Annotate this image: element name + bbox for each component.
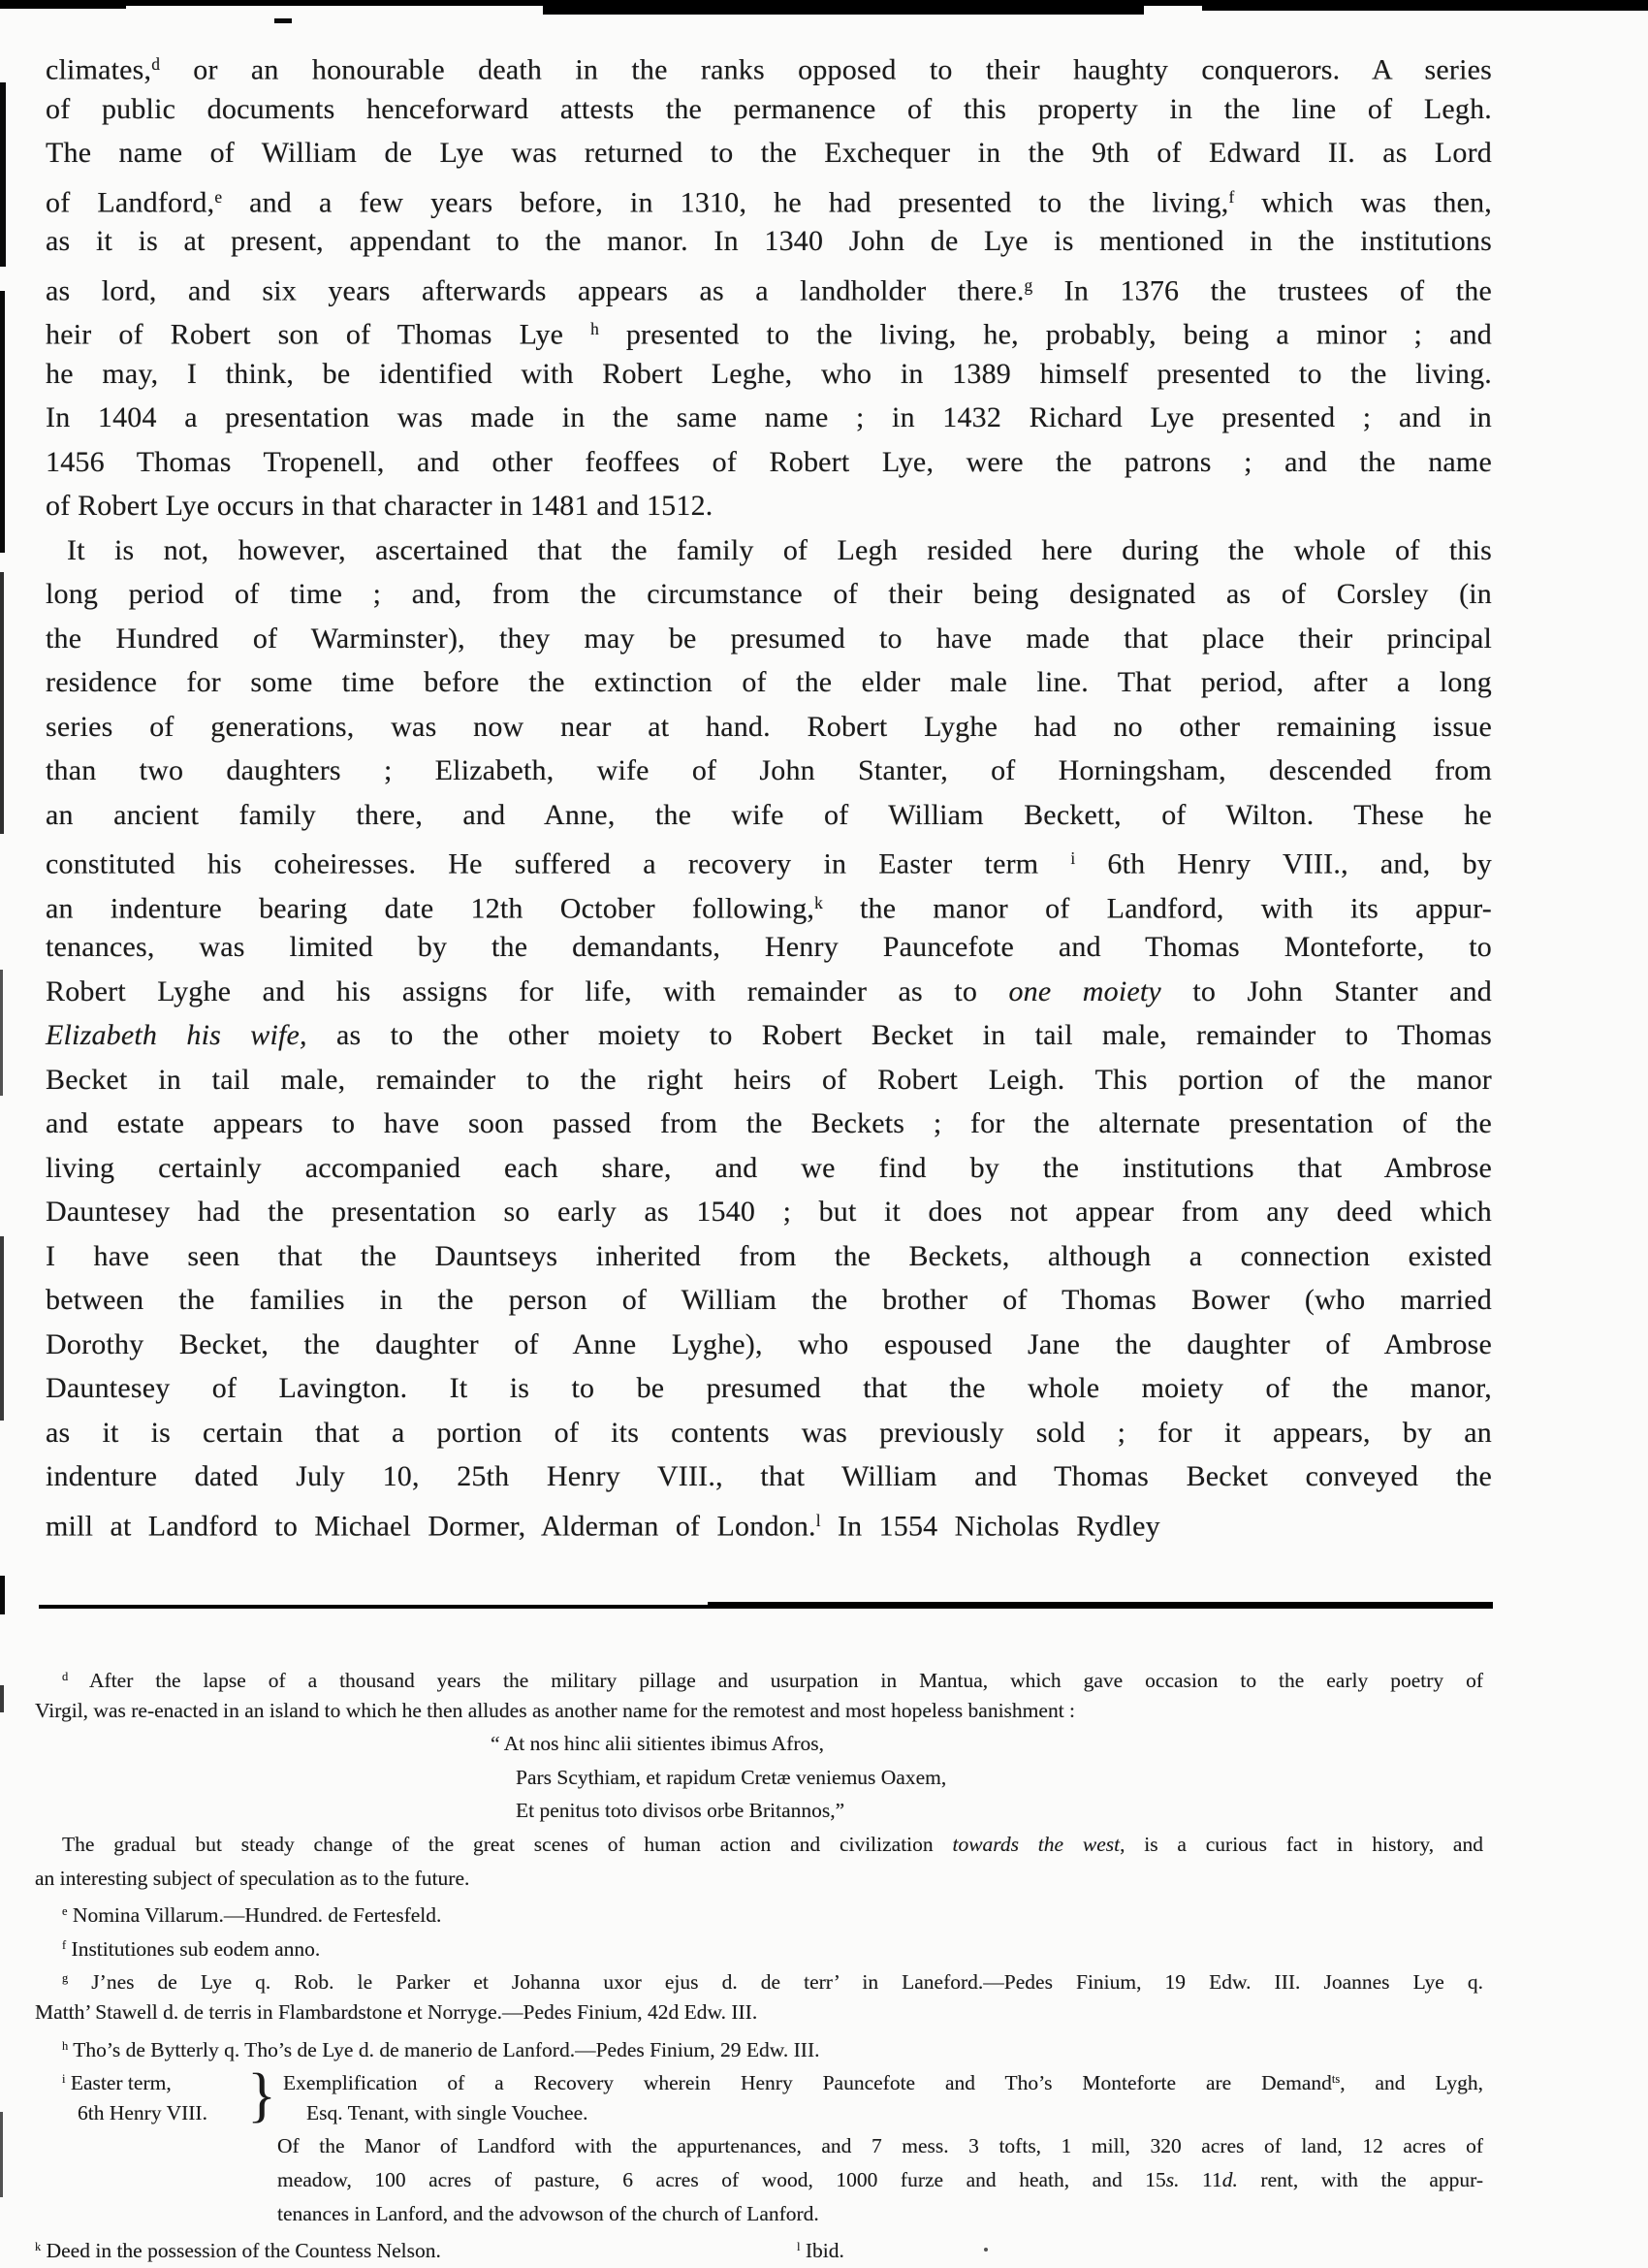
- text-segment: 1456 Thomas Tropenell, and other feoffees of Robert Lye, were the patrons ; and the name: [46, 445, 1492, 478]
- body-line: [46, 219, 1492, 264]
- text-segment: I have seen that the Dauntseys inherited from the Beckets, although a connection existed: [46, 1239, 1492, 1272]
- scan-left-edge-mark: [0, 1236, 4, 1421]
- scan-left-edge-mark: [0, 1685, 4, 1712]
- body-line: [46, 1058, 1492, 1102]
- superscript-ref: h: [62, 2038, 69, 2053]
- text-segment: Of the Manor of Landford with the appurtenances, and 7 mess. 3 tofts, 1 mill, 320 acres of land, 12 acres of: [277, 2134, 1483, 2158]
- text-segment: the Hundred of Warminster), they may be presumed to have made that place their principal: [46, 622, 1492, 655]
- footnote-line: [491, 1727, 1483, 1761]
- text-segment: the manor of Landford, with its appur-: [822, 892, 1492, 925]
- body-line: [46, 87, 1492, 132]
- footnote-line: [35, 1996, 1483, 2029]
- scan-top-bar-segment: [543, 0, 1144, 15]
- text-segment: an interesting subject of speculation as to the future.: [35, 1866, 470, 1890]
- superscript-ref: ts: [1331, 2072, 1341, 2087]
- superscript-ref: e: [62, 1904, 68, 1919]
- text-segment: After the lapse of a thousand years the military pillage and usurpation in Mantua, which gave occasion to the early poetry of: [68, 1668, 1483, 1692]
- footnote-line: [35, 2096, 240, 2130]
- text-segment: 6th Henry VIII., and, by: [1075, 847, 1492, 880]
- italic-segment: towards the west: [952, 1832, 1121, 1856]
- text-segment: mill at Landford to Michael Dormer, Alderman of London.: [46, 1510, 816, 1543]
- text-segment: constituted his coheiresses. He suffered a recovery in Easter term: [46, 847, 1071, 880]
- text-segment: In 1404 a presentation was made in the same name ; in 1432 Richard Lye presented ; and in: [46, 401, 1492, 433]
- footnote-brace-row: [35, 2062, 1483, 2129]
- footnote-line: [35, 1962, 1483, 1996]
- superscript-ref: h: [590, 319, 599, 338]
- text-segment: It is not, however, ascertained that the family of Legh resided here during the whole of this: [67, 533, 1492, 566]
- text-segment: Exemplification of a Recovery wherein Henry Pauncefote and Tho’s Monteforte are Demand: [283, 2070, 1332, 2094]
- body-line: [46, 43, 1492, 87]
- footnote-line: [35, 1694, 1483, 1728]
- text-segment: Matth’ Stawell d. de terris in Flambardstone et Norryge.—Pedes Finium, 42d Edw. III.: [35, 1999, 758, 2024]
- text-segment: and estate appears to have soon passed from the Beckets ; for the alternate presentation of the: [46, 1107, 1492, 1139]
- footnote-rule-thick-segment: [708, 1602, 1493, 1609]
- superscript-ref: i: [62, 2072, 66, 2087]
- text-segment: In 1554 Nicholas Rydley: [820, 1510, 1160, 1543]
- italic-segment: Elizabeth his wife,: [46, 1019, 307, 1051]
- body-line: [46, 970, 1492, 1014]
- text-segment: as it is at present, appendant to the manor. In 1340 John de Lye is mentioned in the institutions: [46, 225, 1492, 257]
- body-line: [46, 1146, 1492, 1191]
- body-line: [46, 705, 1492, 750]
- superscript-ref: i: [1070, 848, 1076, 868]
- scan-left-edge-mark: [0, 2112, 3, 2197]
- footnote-line: [277, 2163, 1483, 2197]
- text-segment: Pars Scythiam, et rapidum Cretæ veniemus Oaxem,: [516, 1765, 947, 1789]
- text-segment: Tho’s de Bytterly q. Tho’s de Lye d. de manerio de Lanford.—Pedes Finium, 29 Edw. III.: [68, 2037, 820, 2061]
- text-segment: residence for some time before the extinction of the elder male line. That period, after a long: [46, 666, 1492, 698]
- text-segment: indenture dated July 10, 25th Henry VIII., that William and Thomas Becket conveyed the: [46, 1460, 1492, 1492]
- body-line: [46, 307, 1492, 352]
- text-segment: between the families in the person of William the brother of Thomas Bower (who married: [46, 1284, 1492, 1316]
- body-line: [46, 484, 1492, 528]
- text-segment: an indenture bearing date 12th October following,: [46, 892, 815, 925]
- text-segment: of public documents henceforward attests the permanence of this property in the line of Legh.: [46, 92, 1492, 125]
- text-segment: rent, with the appur-: [1237, 2167, 1483, 2191]
- footnote-line: [35, 2062, 240, 2096]
- text-segment: Dorothy Becket, the daughter of Anne Lyghe), who espoused Jane the daughter of Ambrose: [46, 1327, 1492, 1360]
- body-line: [46, 881, 1492, 926]
- body-line: [46, 925, 1492, 970]
- text-segment: meadow, 100 acres of pasture, 6 acres of wood, 1000 furze and heath, and 15: [277, 2167, 1166, 2191]
- text-segment: J’nes de Lye q. Rob. le Parker et Johanna uxor ejus d. de terr’ in Laneford.—Pedes Finium, 19 Edw. III. Joannes Lye q.: [68, 1970, 1483, 1995]
- text-segment: or an honourable death in the ranks opposed to their haughty conquerors. A series: [159, 53, 1492, 86]
- body-line: [46, 1190, 1492, 1234]
- footnote-line: [35, 1660, 1483, 1694]
- text-segment: Nomina Villarum.—Hundred. de Fertesfeld.: [67, 1903, 442, 1927]
- body-line: [46, 837, 1492, 881]
- text-segment: as lord, and six years afterwards appears as a landholder there.: [46, 274, 1025, 307]
- body-line: [46, 264, 1492, 308]
- superscript-ref: f: [1228, 186, 1235, 207]
- body-paragraph: [46, 528, 1492, 1544]
- footnote-line: [516, 1761, 1483, 1795]
- text-segment: Deed in the possession of the Countess Nelson.: [41, 2238, 441, 2262]
- text-segment: than two daughters ; Elizabeth, wife of John Stanter, of Horningsham, descended from: [46, 754, 1492, 786]
- text-segment: as it is certain that a portion of its contents was previously sold ; for it appears, by an: [46, 1416, 1492, 1449]
- body-line: [46, 572, 1492, 617]
- scan-left-edge-mark: [0, 82, 6, 267]
- body-line: [46, 1323, 1492, 1367]
- body-line: [46, 1366, 1492, 1411]
- scan-left-edge-mark: [0, 572, 4, 834]
- body-line: [46, 1454, 1492, 1499]
- superscript-ref: g: [62, 1971, 69, 1986]
- footnote-brace-text: [283, 2062, 1483, 2129]
- scan-left-edge-mark: [0, 1576, 5, 1614]
- text-segment: , and Lygh,: [1340, 2070, 1483, 2094]
- text-segment: Institutiones sub eodem anno.: [66, 1936, 321, 1961]
- body-line: [46, 440, 1492, 485]
- footnote-line: [283, 2096, 1483, 2130]
- superscript-ref: f: [62, 1937, 67, 1952]
- text-segment: , is a curious fact in history, and: [1120, 1832, 1483, 1856]
- text-segment: he may, I think, be identified with Robert Leghe, who in 1389 himself presented to the living.: [46, 357, 1492, 390]
- italic-segment: d.: [1221, 2167, 1238, 2191]
- superscript-ref: g: [1024, 274, 1033, 295]
- body-line: [46, 1234, 1492, 1279]
- text-segment: tenances in Lanford, and the advowson of the church of Lanford.: [277, 2201, 819, 2225]
- text-segment: Virgil, was re-enacted in an island to which he then alludes as another name for the remotest and most hopeless banishment :: [35, 1698, 1076, 1722]
- body-line: [46, 131, 1492, 176]
- superscript-ref: l: [815, 1510, 821, 1530]
- body-line: [46, 1411, 1492, 1455]
- footnote-line: [35, 1929, 1483, 1963]
- text-segment: In 1376 the trustees of the: [1032, 274, 1492, 307]
- italic-segment: one moiety: [1008, 974, 1161, 1007]
- text-segment: to John Stanter and: [1160, 974, 1492, 1007]
- text-segment: which was then,: [1234, 186, 1492, 219]
- body-line: [46, 793, 1492, 838]
- body-line: [46, 528, 1492, 573]
- superscript-ref: e: [214, 186, 223, 207]
- footnote-ibid: [797, 2230, 844, 2267]
- body-line: [46, 617, 1492, 661]
- page-body-text: [46, 43, 1492, 1543]
- footnote-line: [35, 1828, 1483, 1862]
- footnote-line: [35, 2230, 1483, 2264]
- scan-top-bar-segment: [1202, 0, 1648, 11]
- italic-segment: s.: [1165, 2167, 1180, 2191]
- body-line: [46, 352, 1492, 397]
- text-segment: climates,: [46, 53, 152, 86]
- footnote-line: [277, 2129, 1483, 2163]
- text-segment: Et penitus toto divisos orbe Britannos,”: [516, 1799, 845, 1823]
- body-line: [46, 396, 1492, 440]
- text-segment: 11: [1179, 2167, 1222, 2191]
- text-segment: long period of time ; and, from the circumstance of their being designated as of Corsley (in: [46, 578, 1492, 610]
- superscript-ref: k: [35, 2240, 42, 2254]
- text-segment: series of generations, was now near at hand. Robert Lyghe had no other remaining issue: [46, 710, 1492, 743]
- body-paragraph: [46, 43, 1492, 528]
- text-segment: an ancient family there, and Anne, the wife of William Beckett, of Wilton. These he: [46, 798, 1492, 831]
- text-segment: Becket in tail male, remainder to the right heirs of Robert Leigh. This portion of the manor: [46, 1063, 1492, 1096]
- text-segment: of Robert Lye occurs in that character in 1481 and 1512.: [46, 490, 713, 522]
- text-segment: Dauntesey had the presentation so early as 1540 ; but it does not appear from any deed which: [46, 1196, 1492, 1228]
- body-line: [46, 1102, 1492, 1146]
- body-line: [46, 749, 1492, 793]
- text-segment: Esq. Tenant, with single Vouchee.: [306, 2100, 588, 2124]
- text-segment: presented to the living, he, probably, being a minor ; and: [598, 318, 1492, 351]
- footnote-ref-label: [35, 2062, 240, 2129]
- text-segment: “ At nos hinc alii sitientes ibimus Afros,: [491, 1732, 824, 1756]
- superscript-ref: k: [814, 892, 823, 912]
- scan-left-edge-mark: [0, 970, 3, 1096]
- text-segment: Dauntesey of Lavington. It is to be presumed that the whole moiety of the manor,: [46, 1372, 1492, 1404]
- body-line: [46, 1278, 1492, 1323]
- footnote-line: [35, 1862, 1483, 1896]
- footnote-block: [35, 1660, 1483, 2264]
- superscript-ref: l: [797, 2240, 801, 2254]
- scan-top-bar-segment: [0, 0, 126, 9]
- body-line: [46, 176, 1492, 220]
- text-segment: The gradual but steady change of the great scenes of human action and civilization: [62, 1832, 953, 1856]
- text-segment: Easter term,: [65, 2070, 172, 2094]
- scan-speck: [274, 18, 292, 23]
- superscript-ref: d: [62, 1670, 69, 1683]
- text-segment: The name of William de Lye was returned to the Exchequer in the 9th of Edward II. as Lord: [46, 137, 1492, 169]
- text-segment: living certainly accompanied each share, and we find by the institutions that Ambrose: [46, 1151, 1492, 1184]
- scan-left-edge-mark: [0, 291, 5, 553]
- superscript-ref: d: [151, 54, 160, 74]
- body-line: [46, 1499, 1492, 1544]
- text-segment: of Landford,: [46, 186, 215, 219]
- text-segment: heir of Robert son of Thomas Lye: [46, 318, 591, 351]
- footnote-line: [277, 2197, 1483, 2231]
- text-segment: Ibid.: [800, 2238, 844, 2262]
- body-line: [46, 1013, 1492, 1058]
- text-segment: and a few years before, in 1310, he had presented to the living,: [222, 186, 1229, 219]
- text-segment: Robert Lyghe and his assigns for life, with remainder as to: [46, 974, 1009, 1007]
- body-line: [46, 660, 1492, 705]
- footnote-line: [516, 1794, 1483, 1828]
- footnote-line: [35, 1895, 1483, 1929]
- footnote-line: [283, 2062, 1483, 2096]
- text-segment: 6th Henry VIII.: [78, 2100, 207, 2124]
- footnote-line: [35, 2029, 1483, 2063]
- text-segment: tenances, was limited by the demandants, Henry Pauncefote and Thomas Monteforte, to: [46, 931, 1492, 963]
- text-segment: as to the other moiety to Robert Becket in tail male, remainder to Thomas: [306, 1019, 1492, 1051]
- brace-glyph: }: [247, 2062, 276, 2129]
